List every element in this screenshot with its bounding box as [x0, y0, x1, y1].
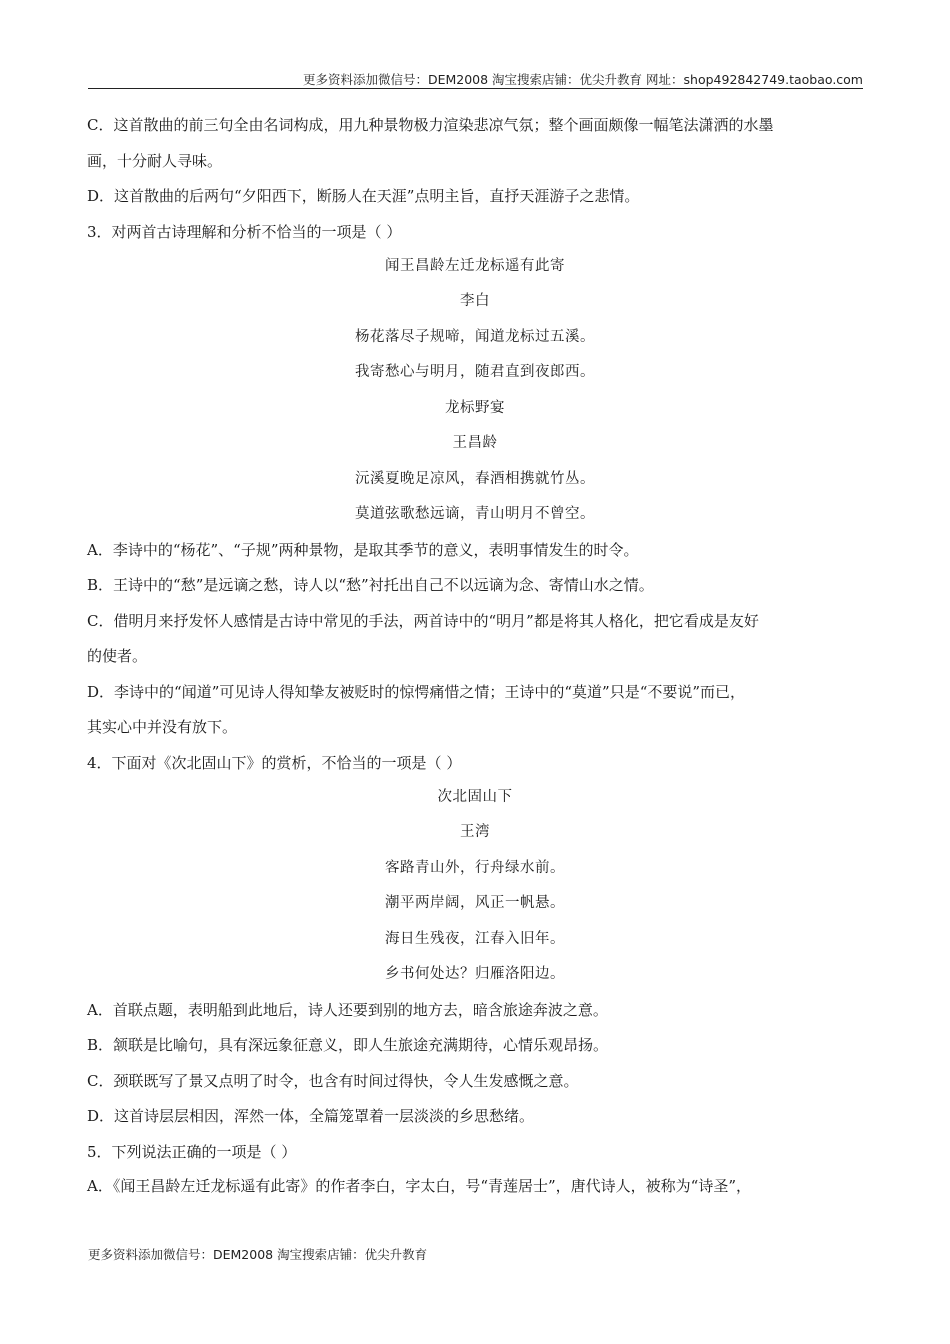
q4-poem-line: 海日生残夜，江春入旧年。	[385, 930, 565, 947]
q4-poem-line: 客路青山外，行舟绿水前。	[385, 859, 565, 876]
q4-poem	[87, 780, 863, 993]
q3-option-a: A．李诗中的“杨花”、“子规”两种景物，是取其季节的意义，表明事情发生的时令。	[87, 540, 639, 559]
q2-option-d: D．这首散曲的后两句“夕阳西下，断肠人在天涯”点明主旨，直抒天涯游子之悲情。	[87, 187, 640, 205]
q4-option-d: D．这首诗层层相因，浑然一体，全篇笼罩着一层淡淡的乡思愁绪。	[87, 1107, 535, 1125]
q3-option-d-line1: D．李诗中的“闻道”可见诗人得知挚友被贬时的惊愕痛惜之情；王诗中的“莫道”只是“不要说”而已，	[87, 682, 746, 701]
q4-poem-line: 潮平两岸阔，风正一帆悬。	[385, 895, 565, 911]
page-header	[88, 68, 863, 89]
q4-poem-title: 次北固山下	[437, 788, 513, 805]
q3-option-c-line1: C．借明月来抒发怀人感情是古诗中常见的手法，两首诗中的“明月”都是将其人格化，把它看成是友好	[87, 611, 759, 630]
q3-poem1-line: 我寄愁心与明月，随君直到夜郎西。	[355, 364, 595, 380]
header-text: 更多资料添加微信号：DEM2008 淘宝搜索店铺：优尖升教育 网址：shop492842749.taobao.com	[302, 72, 863, 87]
q4-poem-line: 乡书何处达？归雁洛阳边。	[385, 966, 565, 982]
document-body	[87, 108, 863, 1204]
q4-option-c: C．颈联既写了景又点明了时令，也含有时间过得快，令人生发感慨之意。	[87, 1071, 579, 1090]
q3-poem1	[87, 249, 863, 391]
page-footer	[88, 1245, 427, 1263]
q2-option-c-line1: C．这首散曲的前三句全由名词构成，用九种景物极力渲染悲凉气氛；整个画面颇像一幅笔法潇洒的水墨	[87, 116, 774, 134]
q3-poem1-title: 闻王昌龄左迁龙标遥有此寄	[385, 257, 565, 274]
q4-option-a: A．首联点题，表明船到此地后，诗人还要到别的地方去，暗含旅途奔波之意。	[87, 1000, 608, 1019]
q5-stem: 5．下列说法正确的一项是（ ）	[87, 1142, 297, 1161]
q3-option-c-line2: 的使者。	[87, 647, 148, 665]
q3-poem2-author: 王昌龄	[452, 435, 498, 451]
q3-poem1-author: 李白	[460, 293, 490, 309]
q3-poem2	[87, 391, 863, 533]
q4-stem: 4．下面对《次北固山下》的赏析，不恰当的一项是（ ）	[87, 753, 462, 772]
q3-option-d-line2: 其实心中并没有放下。	[87, 718, 238, 736]
q3-poem1-line: 杨花落尽子规啼，闻道龙标过五溪。	[355, 328, 595, 345]
q2-option-c-line2: 画，十分耐人寻味。	[87, 151, 223, 170]
q4-option-b: B．颔联是比喻句，具有深远象征意义，即人生旅途充满期待，心情乐观昂扬。	[87, 1036, 609, 1054]
q3-stem: 3．对两首古诗理解和分析不恰当的一项是（ ）	[87, 222, 402, 241]
q4-poem-author: 王湾	[460, 824, 490, 840]
q3-option-b: B．王诗中的“愁”是远谪之愁，诗人以“愁”衬托出自己不以远谪为念、寄情山水之情。	[87, 576, 654, 594]
footer-text: 更多资料添加微信号：DEM2008 淘宝搜索店铺：优尖升教育	[88, 1247, 428, 1262]
q3-poem2-title: 龙标野宴	[445, 399, 505, 416]
q3-poem2-line: 莫道弦歌愁远谪，青山明月不曾空。	[355, 506, 595, 522]
q3-poem2-line: 沅溪夏晚足凉风，春酒相携就竹丛。	[355, 470, 595, 487]
q5-option-a: A．《闻王昌龄左迁龙标遥有此寄》的作者李白，字太白，号“青莲居士”，唐代诗人，被称为“诗圣”，	[87, 1176, 752, 1195]
